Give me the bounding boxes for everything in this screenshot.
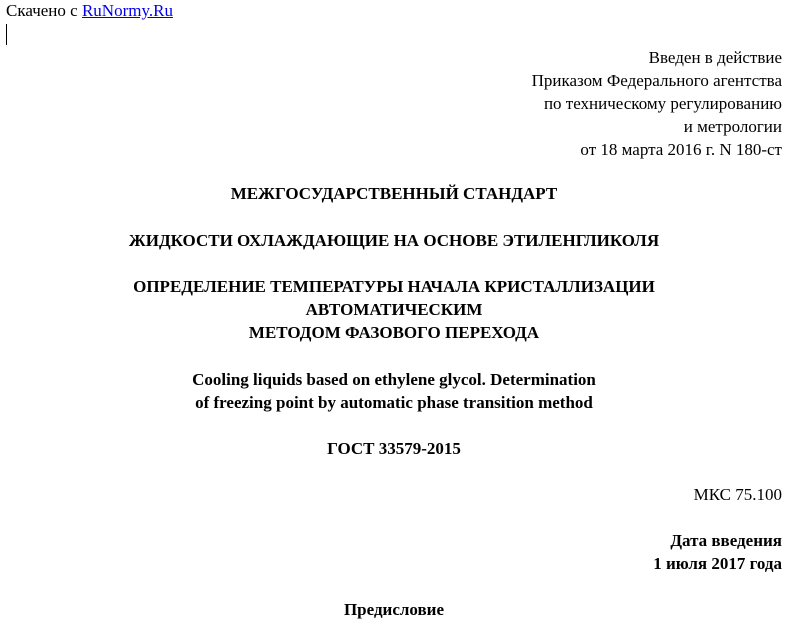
effective-date-value: 1 июля 2017 года <box>653 554 782 573</box>
introduction-line-5: от 18 марта 2016 г. N 180-ст <box>580 140 782 159</box>
text-cursor <box>6 24 7 45</box>
effective-date-label: Дата введения <box>670 531 782 550</box>
document-title-sub-line-3: МЕТОДОМ ФАЗОВОГО ПЕРЕХОДА <box>248 323 540 342</box>
document-category-text: МЕЖГОСУДАРСТВЕННЫЙ СТАНДАРТ <box>230 184 558 203</box>
source-link[interactable]: RuNormy.Ru <box>81 1 173 20</box>
standard-code-text: ГОСТ 33579-2015 <box>327 439 461 458</box>
source-line <box>6 1 173 21</box>
document-title-english-line-2: of freezing point by automatic phase transition method <box>195 393 593 412</box>
mks-code: МКС 75.100 <box>693 485 782 504</box>
document-title-sub-line-2: АВТОМАТИЧЕСКИМ <box>305 300 483 319</box>
document-title-english-line-1: Cooling liquids based on ethylene glycol. Determination <box>192 370 596 389</box>
introduction-block <box>422 46 782 161</box>
standard-code <box>0 437 788 460</box>
foreword-heading-text: Предисловие <box>343 600 445 619</box>
document-title-sub-line-1: ОПРЕДЕЛЕНИЕ ТЕМПЕРАТУРЫ НАЧАЛА КРИСТАЛЛИЗАЦИИ <box>133 277 655 296</box>
document-title-main-text: ЖИДКОСТИ ОХЛАЖДАЮЩИЕ НА ОСНОВЕ ЭТИЛЕНГЛИКОЛЯ <box>128 231 660 250</box>
foreword-heading <box>0 598 788 621</box>
document-title-english <box>0 368 788 414</box>
introduction-line-1: Введен в действие <box>648 48 782 67</box>
document-category <box>0 182 788 205</box>
introduction-line-4: и метрологии <box>683 117 782 136</box>
document-title-main <box>0 229 788 252</box>
introduction-line-3: по техническому регулированию <box>543 94 782 113</box>
document-title-sub <box>0 275 788 344</box>
introduction-line-2: Приказом Федерального агентства <box>531 71 782 90</box>
source-prefix: Скачено с <box>6 1 82 20</box>
